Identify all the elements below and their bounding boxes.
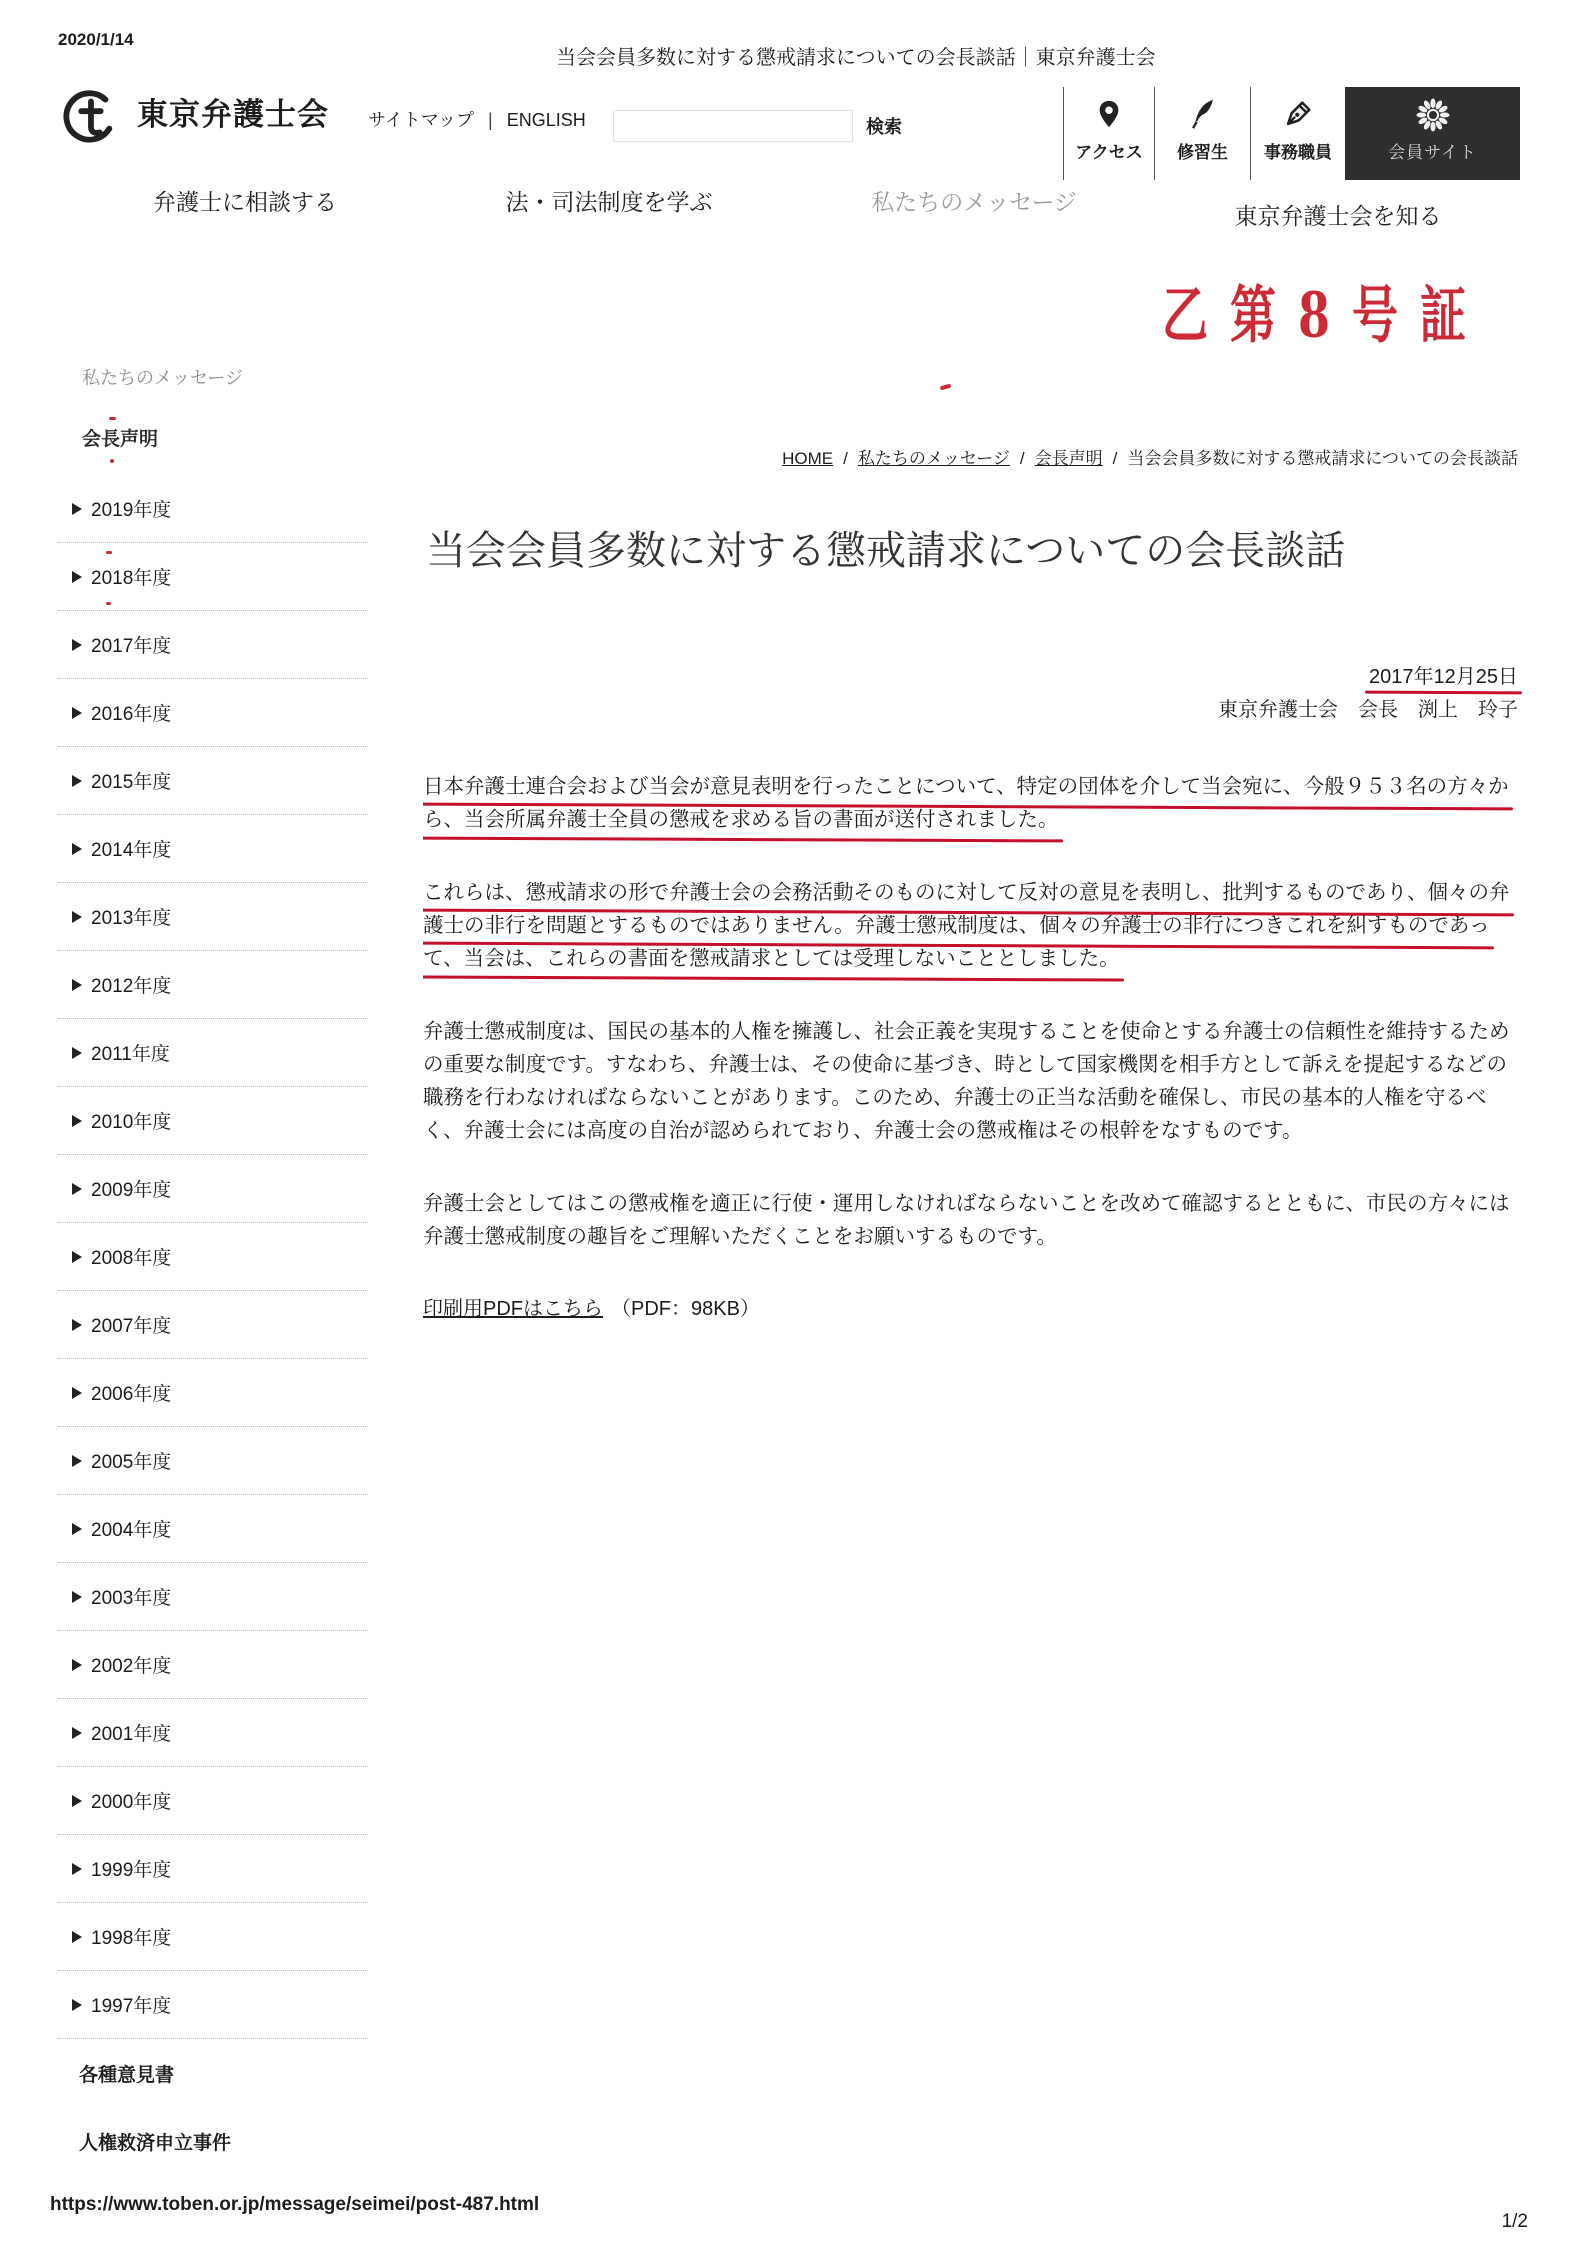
- exhibit-stamp: 乙第8号証: [1162, 278, 1489, 352]
- paragraph-line: [423, 1081, 1523, 1114]
- search-button[interactable]: 検索: [866, 117, 902, 137]
- sidebar-item-label: 各種意見書: [79, 2064, 175, 2086]
- article-paragraph: [423, 876, 1523, 975]
- paragraph-line-text: 弁護士懲戒制度の趣旨をご理解いただくことをお願いするものです。: [423, 1225, 1057, 1248]
- quick-link-member-site[interactable]: [1345, 87, 1520, 180]
- pdf-download-row: [423, 1293, 1523, 1326]
- quick-link-trainee[interactable]: [1154, 87, 1250, 180]
- print-date: 2020/1/14: [58, 30, 134, 49]
- nav-about[interactable]: 東京弁護士会を知る: [1234, 203, 1442, 229]
- triangle-right-icon: [72, 911, 82, 923]
- nav-messages[interactable]: 私たちのメッセージ: [871, 189, 1077, 215]
- sidebar-item-label: 2002年度: [91, 1656, 172, 1677]
- site-logo-text[interactable]: 東京弁護士会: [137, 97, 329, 132]
- sidebar-item-year[interactable]: [58, 679, 368, 747]
- sidebar-item-label: 2003年度: [91, 1588, 172, 1609]
- utility-separator: |: [488, 110, 493, 130]
- article-paragraph: [423, 1187, 1523, 1253]
- sidebar-item-label: 2004年度: [91, 1520, 172, 1541]
- quick-link-label: 会員サイト: [1388, 143, 1477, 162]
- pen-nib-icon: [1251, 97, 1345, 133]
- triangle-right-icon: [72, 843, 82, 855]
- sidebar-item-label: 2010年度: [91, 1112, 172, 1133]
- article-body: [423, 770, 1523, 1326]
- triangle-right-icon: [72, 1523, 82, 1535]
- triangle-right-icon: [72, 1047, 82, 1059]
- breadcrumb-statements[interactable]: 会長声明: [1034, 449, 1103, 468]
- paragraph-line: [423, 1187, 1523, 1220]
- sidebar-item-label: 人権救済申立事件: [79, 2132, 232, 2154]
- sidebar-item-year[interactable]: [58, 1903, 368, 1971]
- sidebar-item-label: 2006年度: [91, 1384, 172, 1405]
- triangle-right-icon: [72, 1115, 82, 1127]
- english-link[interactable]: ENGLISH: [506, 110, 586, 130]
- paragraph-line-text: く、弁護士会には高度の自治が認められており、弁護士会の懲戒権はその根幹をなすものです。: [423, 1119, 1303, 1142]
- sitemap-link[interactable]: サイトマップ: [368, 110, 475, 130]
- sunflower-emblem-icon: [1345, 97, 1520, 133]
- triangle-right-icon: [72, 1251, 82, 1263]
- nav-learn-law[interactable]: 法・司法制度を学ぶ: [505, 189, 713, 215]
- sidebar-item-year[interactable]: [58, 815, 368, 883]
- triangle-right-icon: [72, 571, 82, 583]
- paragraph-line: [423, 770, 1523, 803]
- print-page-title: 当会会員多数に対する懲戒請求についての会長談話｜東京弁護士会: [556, 47, 1156, 69]
- sidebar-item-label: 1997年度: [91, 1996, 172, 2017]
- sidebar-item-label: 2019年度: [91, 500, 172, 521]
- quick-link-label: 事務職員: [1264, 143, 1332, 162]
- paragraph-line: [423, 876, 1523, 909]
- quick-link-staff[interactable]: [1250, 87, 1345, 180]
- paragraph-line-text: ら、当会所属弁護士全員の懲戒を求める旨の書面が送付されました。: [423, 803, 1059, 836]
- article-paragraphs: [423, 770, 1523, 1253]
- article-paragraph: [423, 1015, 1523, 1147]
- breadcrumb-messages[interactable]: 私たちのメッセージ: [857, 449, 1010, 468]
- paragraph-line-text: 日本弁護士連合会および当会が意見表明を行ったことについて、特定の団体を介して当会宛に、今般９５３名の方々か: [423, 770, 1509, 803]
- sidebar-item-year[interactable]: [58, 1359, 368, 1427]
- red-ink-mark: [109, 417, 116, 420]
- paragraph-line: [423, 909, 1523, 942]
- triangle-right-icon: [72, 707, 82, 719]
- triangle-right-icon: [72, 1999, 82, 2011]
- triangle-right-icon: [72, 1659, 82, 1671]
- triangle-right-icon: [72, 639, 82, 651]
- sidebar-item-label: 2008年度: [91, 1248, 172, 1269]
- sidebar-item-link[interactable]: [58, 2107, 368, 2175]
- article-date: 2017年12月25日: [1369, 666, 1518, 688]
- sidebar-item-label: 2012年度: [91, 976, 172, 997]
- breadcrumb-current: 当会会員多数に対する懲戒請求についての会長談話: [1127, 449, 1518, 468]
- triangle-right-icon: [72, 1727, 82, 1739]
- paragraph-line-text: 弁護士懲戒制度は、国民の基本的人権を擁護し、社会正義を実現することを使命とする弁護士の信頼性を維持するため: [423, 1020, 1510, 1043]
- nav-consult[interactable]: 弁護士に相談する: [153, 189, 337, 215]
- paragraph-line: [423, 1220, 1523, 1253]
- sidebar-item-label: 2013年度: [91, 908, 172, 929]
- triangle-right-icon: [72, 775, 82, 787]
- quick-link-access[interactable]: [1063, 87, 1154, 180]
- article-paragraph: [423, 770, 1523, 836]
- search-input[interactable]: [613, 110, 853, 142]
- paragraph-line-text: 職務を行わなければならないことがあります。このため、弁護士の正当な活動を確保し、市民の基本的人権を守るべ: [423, 1086, 1487, 1109]
- sidebar-item-year[interactable]: [58, 1087, 368, 1155]
- sidebar-item-label: 2000年度: [91, 1792, 172, 1813]
- sidebar-item-year[interactable]: [58, 1563, 368, 1631]
- sidebar-item-year[interactable]: [58, 611, 368, 679]
- triangle-right-icon: [72, 1795, 82, 1807]
- paragraph-line: [423, 1015, 1523, 1048]
- sidebar-item-label: 1999年度: [91, 1860, 172, 1881]
- sidebar-item-year[interactable]: [58, 1495, 368, 1563]
- sidebar-item-label: 2016年度: [91, 704, 172, 725]
- page-title: 当会会員多数に対する懲戒請求についての会長談話: [426, 529, 1346, 573]
- red-ink-mark: [940, 384, 952, 391]
- quick-link-label: 修習生: [1177, 143, 1228, 162]
- triangle-right-icon: [72, 1455, 82, 1467]
- sidebar-item-year[interactable]: [58, 475, 368, 543]
- sidebar-item-label: 2009年度: [91, 1180, 172, 1201]
- sidebar-item-year[interactable]: [58, 1767, 368, 1835]
- sidebar-item-year[interactable]: [58, 1223, 368, 1291]
- sidebar-item-year[interactable]: [58, 1291, 368, 1359]
- sidebar-item-label: 2005年度: [91, 1452, 172, 1473]
- paragraph-line: [423, 1114, 1523, 1147]
- quick-link-label: アクセス: [1075, 143, 1143, 162]
- sidebar-item-year[interactable]: [58, 1971, 368, 2039]
- paragraph-line-text: の重要な制度です。すなわち、弁護士は、その使命に基づき、時として国家機関を相手方として訴えを提起するなどの: [423, 1053, 1508, 1076]
- sidebar-item-label: 2001年度: [91, 1724, 172, 1745]
- sidebar-item-label: 2015年度: [91, 772, 172, 793]
- sidebar-item-year[interactable]: [58, 1427, 368, 1495]
- sidebar-category[interactable]: 会長声明: [82, 429, 159, 450]
- print-page-number: 1/2: [1501, 2211, 1528, 2232]
- paragraph-line: [423, 1048, 1523, 1081]
- breadcrumb-separator: /: [843, 449, 848, 468]
- paragraph-line-text: て、当会は、これらの書面を懲戒請求としては受理しないこととしました。: [423, 942, 1120, 975]
- article-author: 東京弁護士会 会長 渕上 玲子: [1218, 699, 1518, 721]
- toben-logo-icon[interactable]: [61, 87, 119, 147]
- sidebar-item-year[interactable]: [58, 1699, 368, 1767]
- triangle-right-icon: [72, 1183, 82, 1195]
- triangle-right-icon: [72, 1591, 82, 1603]
- paragraph-line-text: 護士の非行を問題とするものではありません。弁護士懲戒制度は、個々の弁護士の非行につきこれを糾すものであっ: [423, 909, 1490, 942]
- sidebar-section-title[interactable]: 私たちのメッセージ: [82, 368, 243, 388]
- red-ink-mark: [110, 459, 114, 463]
- sidebar-item-year[interactable]: [58, 747, 368, 815]
- triangle-right-icon: [72, 1387, 82, 1399]
- triangle-right-icon: [72, 979, 82, 991]
- article-date-row: [1369, 665, 1518, 689]
- sidebar-item-year[interactable]: [58, 1631, 368, 1699]
- sidebar-item-year[interactable]: [58, 1155, 368, 1223]
- paragraph-line-text: これらは、懲戒請求の形で弁護士会の会務活動そのものに対して反対の意見を表明し、批判するものであり、個々の弁: [423, 876, 1510, 909]
- sidebar-year-list: [58, 475, 368, 2175]
- sidebar-item-year[interactable]: [58, 1835, 368, 1903]
- sidebar-item-link[interactable]: [58, 2039, 368, 2107]
- map-pin-icon: [1064, 97, 1154, 133]
- pdf-file-size: （PDF：98KB）: [611, 1298, 760, 1320]
- pdf-download-link[interactable]: 印刷用PDFはこちら: [423, 1298, 603, 1320]
- sidebar-item-year[interactable]: [58, 951, 368, 1019]
- sidebar-item-label: 2007年度: [91, 1316, 172, 1337]
- triangle-right-icon: [72, 1931, 82, 1943]
- sidebar-item-label: 2017年度: [91, 636, 172, 657]
- breadcrumb: [782, 447, 1518, 471]
- quill-icon: [1155, 97, 1250, 133]
- sidebar-item-label: 2014年度: [91, 840, 172, 861]
- sidebar-item-year[interactable]: [58, 1019, 368, 1087]
- triangle-right-icon: [72, 1863, 82, 1875]
- breadcrumb-separator: /: [1112, 449, 1118, 468]
- triangle-right-icon: [72, 503, 82, 515]
- sidebar-item-year[interactable]: [58, 883, 368, 951]
- sidebar-item-year[interactable]: [58, 543, 368, 611]
- triangle-right-icon: [72, 1319, 82, 1331]
- sidebar-item-label: 2018年度: [91, 568, 172, 589]
- breadcrumb-home[interactable]: HOME: [782, 449, 834, 468]
- paragraph-line-text: 弁護士会としてはこの懲戒権を適正に行使・運用しなければならないことを改めて確認するとともに、市民の方々には: [423, 1192, 1510, 1215]
- sidebar-item-label: 1998年度: [91, 1928, 172, 1949]
- sidebar-item-label: 2011年度: [91, 1044, 170, 1065]
- print-url: https://www.toben.or.jp/message/seimei/post-487.html: [50, 2194, 540, 2215]
- utility-links: [368, 108, 586, 132]
- breadcrumb-separator: /: [1019, 449, 1025, 468]
